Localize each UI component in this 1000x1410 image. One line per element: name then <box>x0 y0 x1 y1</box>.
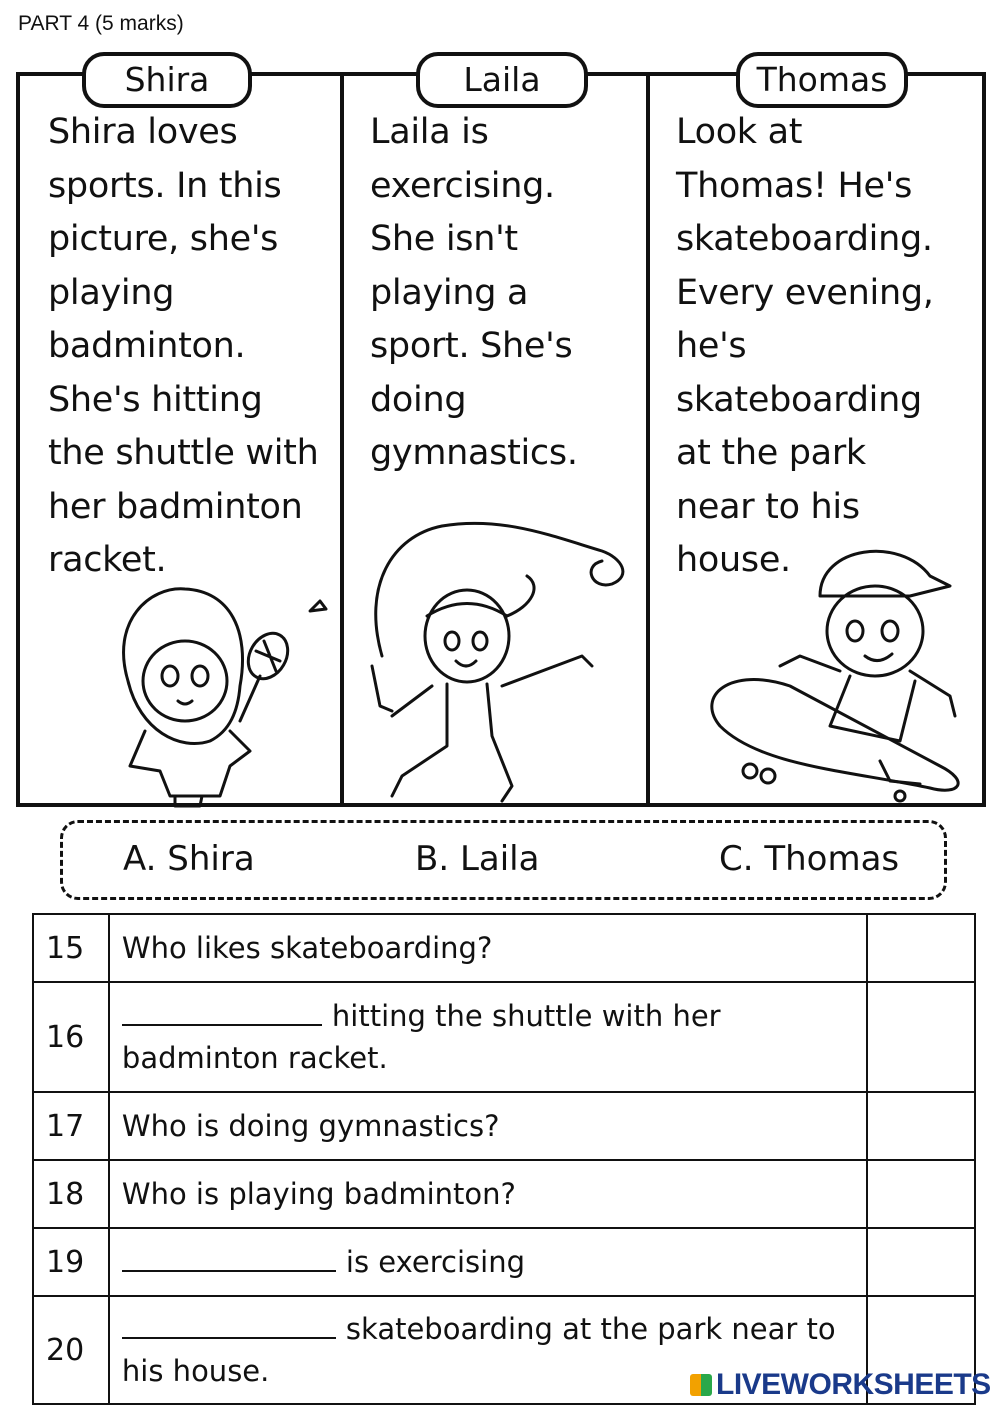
fill-blank <box>122 1309 336 1339</box>
question-number: 18 <box>33 1160 109 1228</box>
fill-blank <box>122 996 322 1026</box>
story-shira: Shira loves sports. In this picture, she's playing badminton. She's hitting the shuttle with her badminton racket. <box>48 112 319 580</box>
answer-cell[interactable] <box>867 1160 975 1228</box>
panel-laila <box>344 60 650 803</box>
question-number: 16 <box>33 982 109 1092</box>
question-text: hitting the shuttle with her badminton racket. <box>109 982 867 1092</box>
question-text: skateboarding at the park near to his house. <box>109 1296 867 1404</box>
question-number: 19 <box>33 1228 109 1296</box>
name-tag-laila: Laila <box>416 52 588 108</box>
fill-blank <box>122 1242 336 1272</box>
table-row <box>33 982 975 1092</box>
question-number: 15 <box>33 914 109 982</box>
answer-cell[interactable] <box>867 982 975 1092</box>
question-text: Who is doing gymnastics? <box>109 1092 867 1160</box>
question-number: 17 <box>33 1092 109 1160</box>
thomas-skateboard-illustration <box>700 526 980 806</box>
name-tag-shira: Shira <box>82 52 252 108</box>
panel-shira <box>20 60 344 803</box>
question-text: Who is playing badminton? <box>109 1160 867 1228</box>
liveworksheets-icon <box>690 1374 712 1396</box>
part-title: PART 4 (5 marks) <box>18 12 184 35</box>
table-row <box>33 1160 975 1228</box>
table-row <box>33 914 975 982</box>
story-laila: Laila is exercising. She isn't playing a sport. She's doing gymnastics. <box>370 112 578 473</box>
questions-table <box>32 913 976 1405</box>
answer-options-box <box>60 820 947 900</box>
question-text: Who likes skateboarding? <box>109 914 867 982</box>
answer-cell[interactable] <box>867 1092 975 1160</box>
question-number: 20 <box>33 1296 109 1404</box>
panel-thomas <box>650 60 986 803</box>
option-b: B. Laila <box>415 839 540 879</box>
story-panels <box>16 60 986 807</box>
option-a: A. Shira <box>123 839 255 879</box>
table-row <box>33 1092 975 1160</box>
answer-cell[interactable] <box>867 914 975 982</box>
table-row <box>33 1228 975 1296</box>
option-c: C. Thomas <box>719 839 900 879</box>
laila-gymnastics-illustration <box>352 506 642 806</box>
name-tag-thomas: Thomas <box>736 52 908 108</box>
answer-cell[interactable] <box>867 1228 975 1296</box>
story-thomas: Look at Thomas! He's skateboarding. Every evening, he's skateboarding at the park near to his house. <box>676 112 934 580</box>
question-text: is exercising <box>109 1228 867 1296</box>
shira-badminton-illustration <box>90 581 330 811</box>
liveworksheets-logo: LIVEWORKSHEETS <box>690 1368 991 1402</box>
